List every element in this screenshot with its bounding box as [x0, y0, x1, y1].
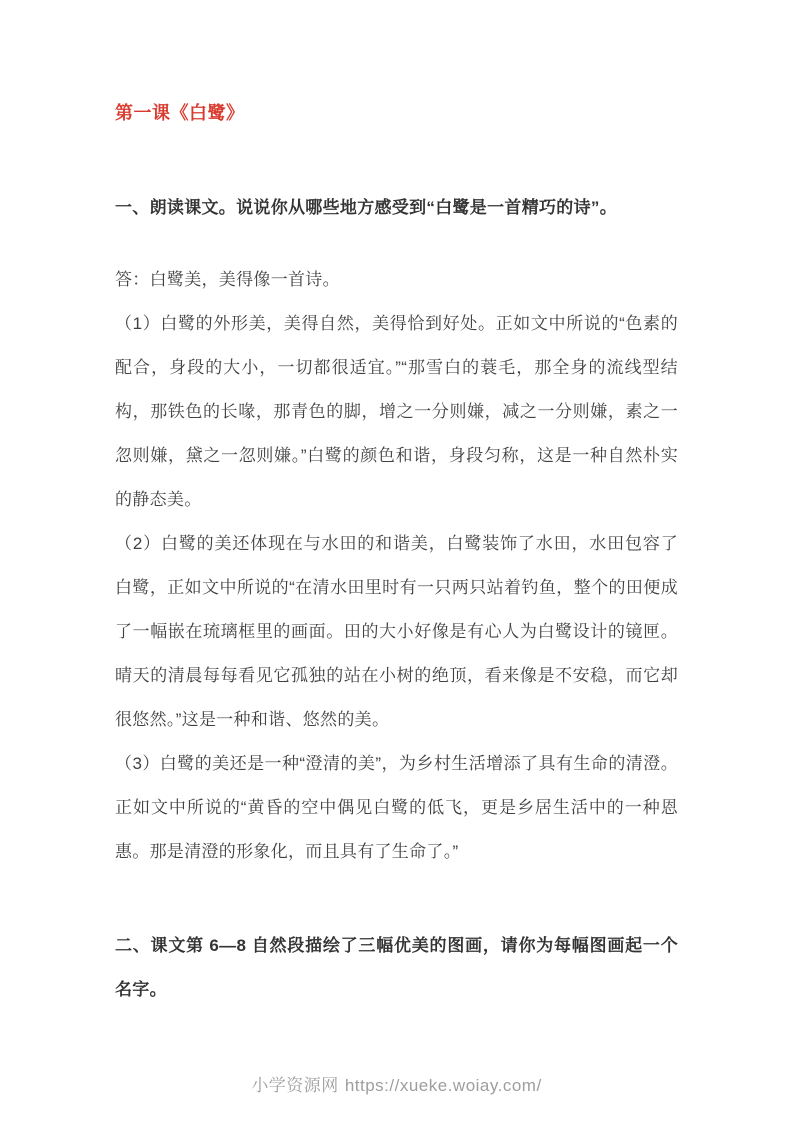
page-footer	[0, 1071, 793, 1096]
answer-section	[115, 258, 678, 874]
footer-url: https://xueke.woiay.com/	[344, 1076, 542, 1095]
question-2: 二、课文第 6—8 自然段描绘了三幅优美的图画，请你为每幅图画起一个名字。	[115, 936, 678, 999]
answer-point-1: （1）白鹭的外形美，美得自然，美得恰到好处。正如文中所说的“色素的配合，身段的大小，一切都很适宜。”“那雪白的蓑毛，那全身的流线型结构，那铁色的长喙，那青色的脚，增之一分则嫌，减之一分则嫌，素之一忽则嫌，黛之一忽则嫌。”白鹭的颜色和谐，身段匀称，这是一种自然朴实的静态美。	[115, 314, 678, 509]
question-1: 一、朗读课文。说说你从哪些地方感受到“白鹭是一首精巧的诗”。	[115, 198, 617, 217]
answer-intro: 答：白鹭美，美得像一首诗。	[115, 270, 340, 289]
answer-point-2: （2）白鹭的美还体现在与水田的和谐美，白鹭装饰了水田，水田包容了白鹭，正如文中所说的“在清水田里时有一只两只站着钓鱼，整个的田便成了一幅嵌在琉璃框里的画面。田的大小好像是有心人为白鹭设计的镜匣。晴天的清晨每每看见它孤独的站在小树的绝顶，看来像是不安稳，而它却很悠然。”这是一种和谐、悠然的美。	[115, 534, 678, 729]
answer-point-3: （3）白鹭的美还是一种“澄清的美”，为乡村生活增添了具有生命的清澄。正如文中所说的“黄昏的空中偶见白鹭的低飞，更是乡居生活中的一种恩惠。那是清澄的形象化，而且具有了生命了。”	[115, 754, 678, 861]
lesson-title: 第一课《白鹭》	[115, 103, 245, 123]
footer-site-name: 小学资源网	[251, 1076, 339, 1095]
